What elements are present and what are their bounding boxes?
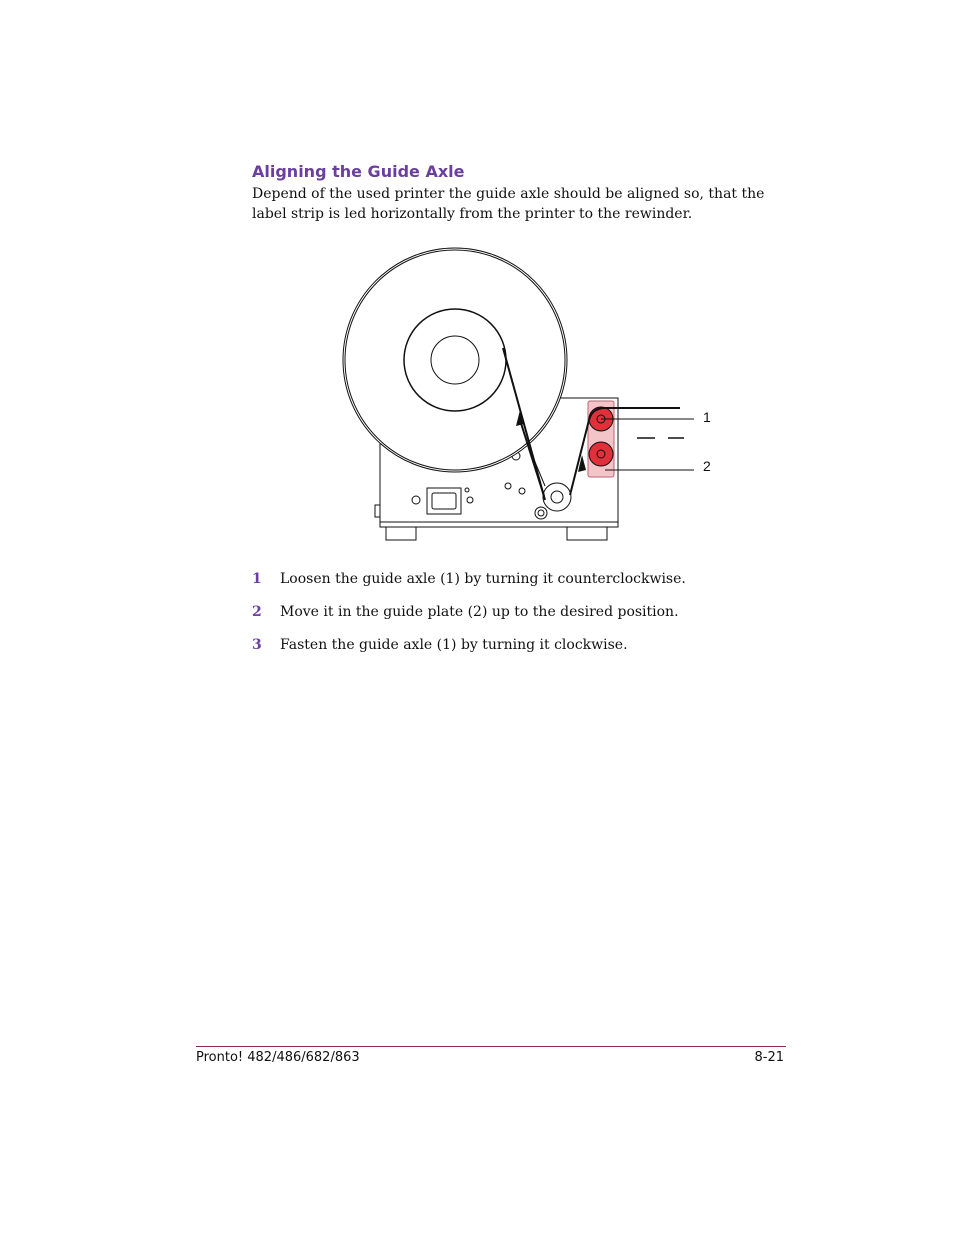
power-switch bbox=[412, 488, 473, 514]
step-number: 3 bbox=[252, 637, 262, 653]
step-text: Loosen the guide axle (1) by turning it counterclockwise. bbox=[280, 571, 686, 587]
instruction-steps bbox=[252, 569, 686, 668]
step-item bbox=[252, 602, 686, 635]
step-number: 2 bbox=[252, 604, 262, 620]
callout-2: 2 bbox=[703, 458, 711, 474]
step-item bbox=[252, 635, 686, 668]
intro-paragraph: Depend of the used printer the guide axle should be aligned so, that the label strip is led horizontally from the printer to the rewinder. bbox=[252, 186, 765, 222]
footer-page-number: 8-21 bbox=[754, 1050, 784, 1065]
tension-roller bbox=[535, 483, 571, 519]
step-number: 1 bbox=[252, 571, 262, 587]
step-text: Move it in the guide plate (2) up to the desired position. bbox=[280, 604, 679, 620]
lower-axle bbox=[589, 442, 613, 466]
label-reel bbox=[343, 248, 567, 472]
step-item bbox=[252, 569, 686, 602]
rewinder-illustration bbox=[330, 240, 730, 550]
step-text: Fasten the guide axle (1) by turning it clockwise. bbox=[280, 637, 628, 653]
section-heading: Aligning the Guide Axle bbox=[252, 162, 465, 181]
footer-divider bbox=[196, 1046, 786, 1047]
footer-product: Pronto! 482/486/682/863 bbox=[196, 1050, 360, 1065]
callout-1: 1 bbox=[703, 409, 711, 425]
callout-leaders bbox=[601, 419, 694, 470]
